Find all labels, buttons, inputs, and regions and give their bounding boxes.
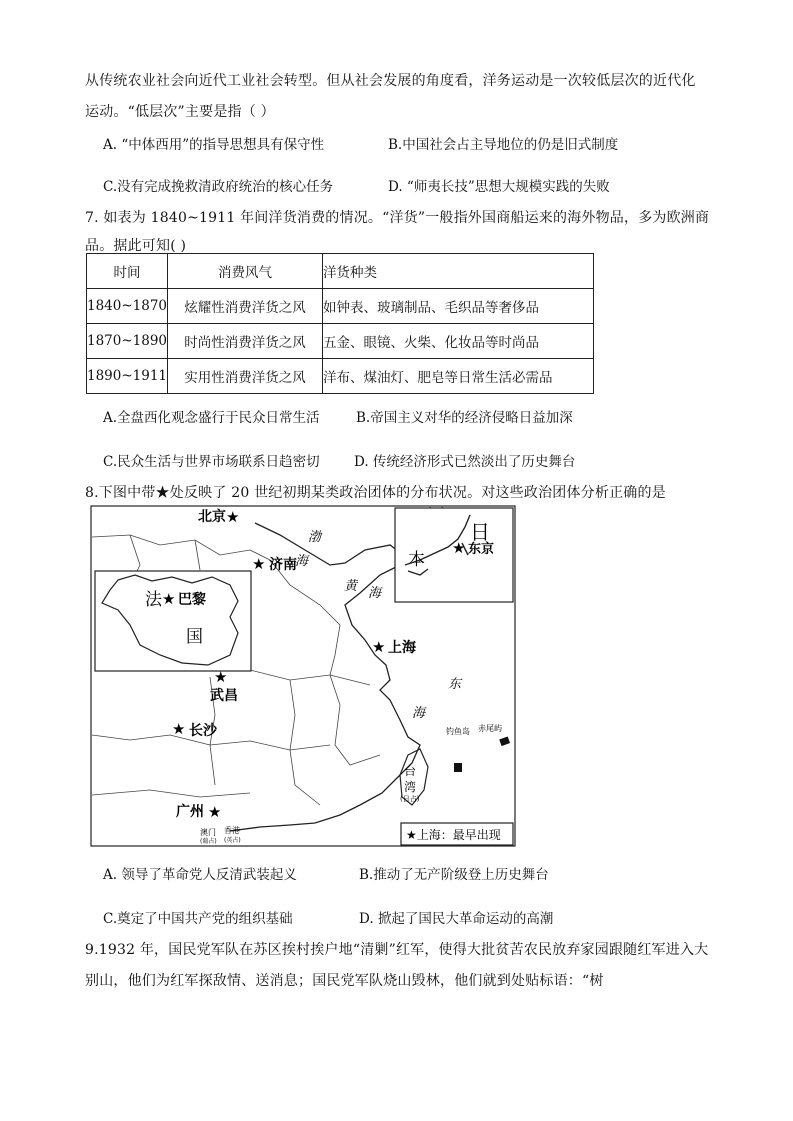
star-icon: ★	[214, 668, 228, 686]
table-row	[87, 359, 594, 394]
table-cell: 如钟表、玻璃制品、毛织品等奢侈品	[323, 289, 594, 324]
q7-stem-line2: 品。据此可知( )	[85, 238, 187, 254]
city-paris: 巴黎	[178, 592, 206, 608]
table-header: 消费风气	[168, 254, 323, 289]
star-icon: ★	[162, 590, 176, 608]
sea-bohai-2: 海	[295, 554, 309, 569]
city-changsha: 长沙	[189, 723, 217, 739]
sea-dong-2: 海	[412, 706, 426, 721]
france-label-guo: 国	[186, 627, 203, 647]
q7-option-d: D. 传统经济形式已然淡出了历史舞台	[354, 454, 576, 470]
table-cell: 时尚性消费洋货之风	[168, 324, 323, 359]
france-label-fa: 法	[145, 590, 162, 610]
star-icon: ★	[172, 720, 186, 738]
sea-huang-2: 海	[368, 586, 382, 601]
table-header: 时间	[87, 254, 168, 289]
sea-bohai-1: 渤	[308, 530, 322, 545]
taiwan-label-1: 台	[404, 764, 417, 778]
q9-stem-line1: 9.1932 年，国民党军队在苏区挨村挨户地“清剿”红军，使得大批贫苦农民放弃家园跟随红军进入大	[85, 942, 709, 958]
star-icon: ★	[252, 555, 266, 573]
q8-option-a: A. 领导了革命党人反清武装起义	[103, 867, 297, 883]
table-cell: 五金、眼镜、火柴、化妆品等时尚品	[323, 324, 594, 359]
star-icon: ★	[372, 638, 386, 656]
table-cell: 实用性消费洋货之风	[168, 359, 323, 394]
star-icon: ★	[226, 508, 240, 526]
table-row	[87, 324, 594, 359]
city-jinan: 济南	[269, 557, 297, 573]
place-macau: 澳门	[200, 828, 216, 837]
q8-option-d: D. 掀起了国民大革命运动的高潮	[359, 911, 554, 927]
city-tokyo: 东京	[468, 542, 495, 557]
island-diaoyu: 钓鱼岛	[446, 727, 470, 736]
q7-stem-line1: 7. 如表为 1840~1911 年间洋货消费的情况。“洋货”一般指外国商船运来的海外物品，多为欧洲商	[85, 210, 710, 226]
consumption-table	[86, 253, 594, 394]
political-groups-map	[90, 505, 516, 847]
table-header: 洋货种类	[323, 254, 594, 289]
table-row	[87, 289, 594, 324]
island-shape	[454, 763, 462, 772]
city-shanghai: 上海	[388, 640, 416, 656]
q8-stem: 8.下图中带★处反映了 20 世纪初期某类政治团体的分布状况。对这些政治团体分析正确的是	[85, 485, 666, 501]
q6-option-b: B.中国社会占主导地位的仍是旧式制度	[388, 137, 619, 153]
island-chiwei: 赤尾屿	[478, 724, 502, 733]
taiwan-label-note: (日占)	[400, 795, 420, 803]
map-legend-text: ★上海：最早出现	[406, 828, 501, 842]
q7-option-a: A.全盘西化观念盛行于民众日常生活	[103, 410, 320, 426]
q6-stem-line2: 运动。“低层次”主要是指（ ）	[85, 104, 275, 120]
star-icon: ★	[452, 539, 466, 557]
table-header-row	[87, 254, 594, 289]
q6-stem-line1: 从传统农业社会向近代工业社会转型。但从社会发展的角度看，洋务运动是一次较低层次的近代化	[85, 73, 696, 89]
table-cell: 1890~1911	[87, 359, 168, 394]
q7-option-c: C.民众生活与世界市场联系日趋密切	[103, 454, 320, 470]
city-guangzhou: 广州	[176, 804, 204, 820]
japan-label-ben: 本	[408, 550, 425, 570]
place-hongkong-note: (英占)	[224, 837, 241, 844]
table-cell: 1840~1870	[87, 289, 168, 324]
q8-option-c: C.奠定了中国共产党的组织基础	[103, 911, 293, 927]
q8-option-b: B.推动了无产阶级登上历史舞台	[359, 867, 549, 883]
q9-stem-line2: 别山，他们为红军探敌情、送消息；国民党军队烧山毁林，他们就到处贴标语：“树	[85, 973, 604, 989]
q6-option-d: D. “师夷长技”思想大规模实践的失败	[388, 179, 610, 195]
city-beijing: 北京	[198, 509, 226, 525]
star-icon: ★	[208, 803, 222, 821]
table-cell: 洋布、煤油灯、肥皂等日常生活必需品	[323, 359, 594, 394]
city-wuchang: 武昌	[210, 688, 238, 704]
table-cell: 炫耀性消费洋货之风	[168, 289, 323, 324]
taiwan-label-2: 湾	[404, 780, 417, 794]
q7-option-b: B.帝国主义对华的经济侵略日益加深	[356, 410, 573, 426]
japan-label-ri: 日	[470, 520, 490, 544]
q6-option-c: C.没有完成挽救清政府统治的核心任务	[103, 179, 334, 195]
map-svg	[90, 505, 516, 847]
sea-huang-1: 黄	[344, 579, 358, 594]
q6-option-a: A. “中体西用”的指导思想具有保守性	[103, 137, 325, 153]
place-hongkong: 香港	[224, 826, 240, 835]
place-macau-note: (葡占)	[200, 838, 217, 845]
table-cell: 1870~1890	[87, 324, 168, 359]
sea-dong-1: 东	[448, 677, 462, 692]
